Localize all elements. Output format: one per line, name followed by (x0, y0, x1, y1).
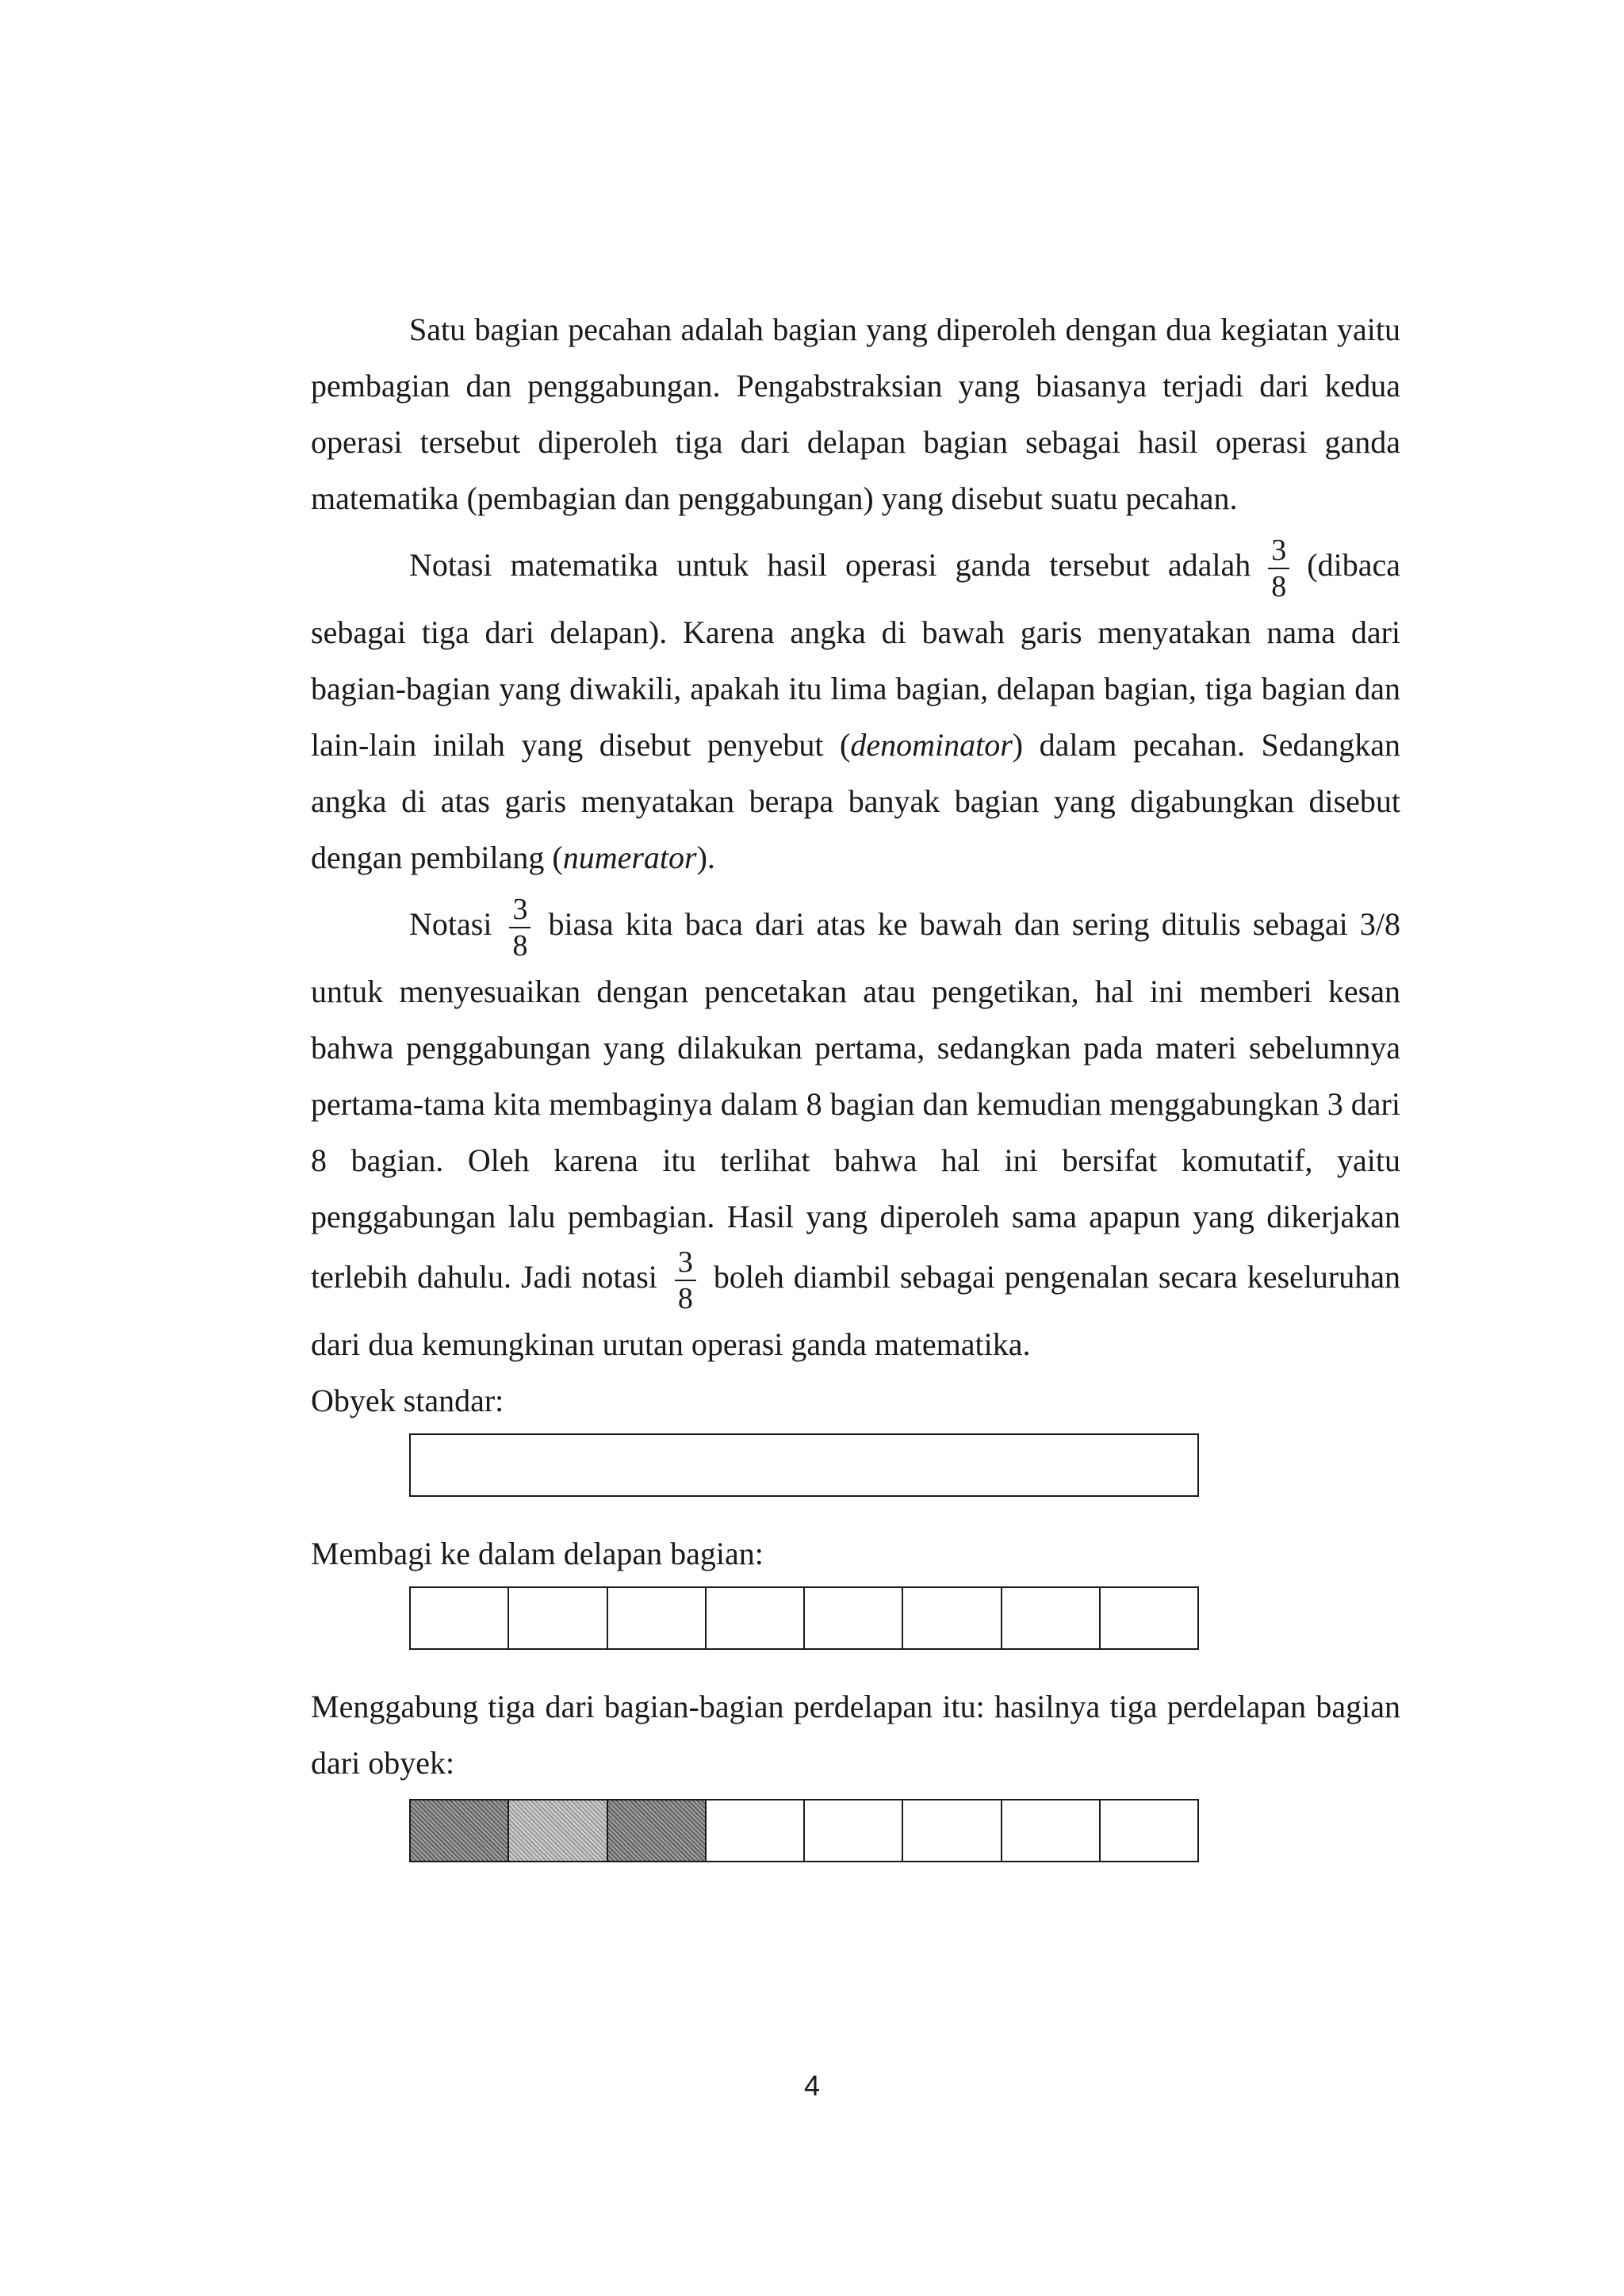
paragraph-2 (311, 533, 1400, 886)
paragraph-2-text-b: (dibaca sebagai tiga dari delapan). Karena angka di bawah garis menyatakan nama dari bagian-bagian yang diwakili, apakah itu lima bagian, delapan bagian, tiga bagian dan lain-lain inilah yang disebut penyebut ( (311, 547, 1400, 763)
figure-three-eighths-shaded (409, 1799, 1199, 1862)
fraction-denominator: 8 (512, 929, 528, 962)
part-cell (509, 1588, 607, 1648)
fraction-three-eighths (1268, 533, 1289, 604)
part-cell (707, 1588, 805, 1648)
part-cell (1002, 1800, 1101, 1861)
figure-label-divide-eight: Membagi ke dalam delapan bagian: (311, 1536, 764, 1571)
fraction-numerator: 3 (509, 892, 530, 928)
term-denominator: denominator (850, 727, 1013, 763)
paragraph-3-text-b: biasa kita baca dari atas ke bawah dan sering ditulis sebagai 3/8 untuk menyesuaikan dengan pencetakan atau pengetikan, hal ini memberi kesan bahwa penggabungan yang dilakukan pertama, sedangkan pada materi sebelumnya pertama-tama kita membaginya dalam 8 bagian dan kemudian menggabungkan 3 dari 8 bagian. Oleh karena itu terlihat bahwa hal ini bersifat komutatif, yaitu penggabungan lalu pembagian. Hasil yang diperoleh sama apapun yang dikerjakan terlebih dahulu. Jadi notasi (311, 906, 1400, 1295)
part-cell (1101, 1588, 1197, 1648)
paragraph-3-text-a: Notasi (409, 906, 492, 943)
part-cell (903, 1588, 1002, 1648)
fraction-numerator: 3 (1268, 533, 1289, 569)
fraction-three-eighths (675, 1245, 696, 1316)
fraction-denominator: 8 (1271, 570, 1287, 603)
part-cell (805, 1588, 903, 1648)
paragraph-3-text-c: boleh diambil sebagai pengenalan secara keseluruhan dari dua kemungkinan urutan operasi ganda matematika. (311, 1259, 1401, 1362)
figure-eight-parts (409, 1586, 1199, 1650)
part-cell (411, 1588, 509, 1648)
part-cell (608, 1588, 707, 1648)
figure-standard-object (409, 1433, 1199, 1497)
fraction-three-eighths (509, 892, 530, 963)
fraction-numerator: 3 (675, 1245, 696, 1281)
shaded-part-cell (411, 1800, 509, 1861)
part-cell (903, 1800, 1002, 1861)
part-cell (707, 1800, 805, 1861)
paragraph-2-text-a: Notasi matematika untuk hasil operasi ganda tersebut adalah (409, 547, 1251, 584)
figure-label-standard-object: Obyek standar: (311, 1383, 504, 1418)
document-page (311, 301, 1400, 1862)
part-cell (1002, 1588, 1101, 1648)
part-cell (805, 1800, 903, 1861)
paragraph-3 (311, 892, 1400, 1372)
shaded-part-cell (608, 1800, 707, 1861)
part-cell (1101, 1800, 1197, 1861)
page-number: 4 (803, 2069, 821, 2102)
shaded-part-cell (509, 1800, 607, 1861)
paragraph-2-text-c: ) dalam pecahan. Sedangkan angka di atas garis menyatakan berapa banyak bagian yang digabungkan disebut dengan pembilang ( (311, 727, 1400, 875)
fraction-denominator: 8 (677, 1282, 693, 1315)
term-numerator: numerator (562, 840, 697, 875)
figure-label-combine-three: Menggabung tiga dari bagian-bagian perdelapan itu: hasilnya tiga perdelapan bagian dari obyek: (311, 1689, 1400, 1781)
paragraph-1: Satu bagian pecahan adalah bagian yang diperoleh dengan dua kegiatan yaitu pembagian dan penggabungan. Pengabstraksian yang biasanya terjadi dari kedua operasi tersebut diperoleh tiga dari delapan bagian sebagai hasil operasi ganda matematika (pembagian dan penggabungan) yang disebut suatu pecahan. (311, 312, 1400, 516)
paragraph-2-text-d: ). (696, 840, 715, 875)
